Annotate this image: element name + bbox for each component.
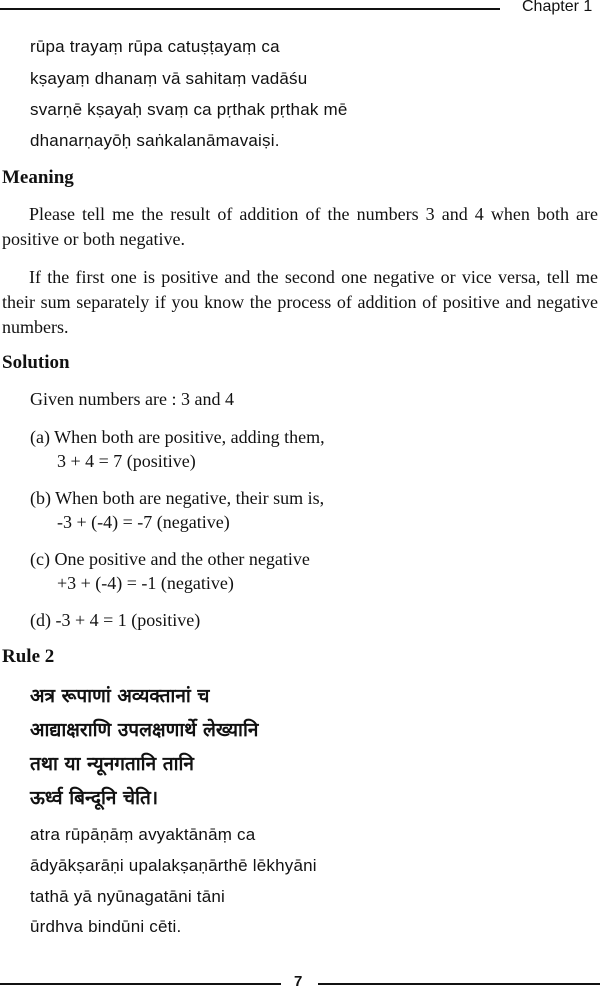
rule-heading: Rule 2	[2, 646, 55, 667]
given-numbers: Given numbers are : 3 and 4	[30, 389, 234, 409]
devanagari-verse-line: तथा या न्यूनगतानि तानि	[30, 753, 194, 775]
solution-step-text: (d) -3 + 4 = 1 (positive)	[30, 610, 201, 630]
footer-rule-right	[318, 983, 600, 985]
transliteration-line: atra rūpāṇāṃ avyaktānāṃ ca	[30, 825, 256, 844]
devanagari-verse-line: आद्याक्षराणि उपलक्षणार्थे लेख्यानि	[30, 719, 259, 741]
solution-step-text: (a) When both are positive, adding them,	[30, 427, 325, 447]
solution-step-text: (b) When both are negative, their sum is,	[30, 488, 325, 508]
meaning-paragraph: Please tell me the result of addition of the numbers 3 and 4 when both are positive or both negative.	[2, 204, 598, 249]
footer-rule-left	[0, 983, 281, 985]
page-number: 7	[294, 973, 303, 990]
transliteration-line: ūrdhva bindūni cēti.	[30, 917, 182, 936]
verse-line: kṣayaṃ dhanaṃ vā sahitaṃ vadāśu	[30, 69, 308, 88]
transliteration-line: ādyākṣarāṇi upalakṣaṇārthē lēkhyāni	[30, 856, 317, 875]
transliteration-line: tathā yā nyūnagatāni tāni	[30, 887, 225, 906]
meaning-heading: Meaning	[2, 167, 74, 188]
devanagari-verse-line: अत्र रूपाणां अव्यक्तानां च	[30, 685, 210, 707]
verse-line: svarṇē kṣayaḥ svaṃ ca pṛthak pṛthak mē	[30, 100, 348, 119]
solution-equation: +3 + (-4) = -1 (negative)	[57, 573, 234, 593]
running-header-chapter: Chapter 1	[522, 0, 593, 15]
verse-line: rūpa trayaṃ rūpa catuṣṭayaṃ ca	[30, 37, 280, 56]
solution-heading: Solution	[2, 352, 70, 373]
solution-equation: -3 + (-4) = -7 (negative)	[57, 512, 230, 532]
devanagari-verse-line: ऊर्ध्व बिन्दूनि चेति।	[30, 787, 159, 809]
verse-line: dhanarṇayōḥ saṅkalanāmavaiṣi.	[30, 131, 280, 150]
solution-step-text: (c) One positive and the other negative	[30, 549, 310, 569]
meaning-paragraph: If the first one is positive and the second one negative or vice versa, tell me their sum separately if you know the process of addition of positive and negative numbers.	[2, 267, 598, 337]
solution-equation: 3 + 4 = 7 (positive)	[57, 451, 196, 471]
header-rule	[0, 8, 500, 10]
